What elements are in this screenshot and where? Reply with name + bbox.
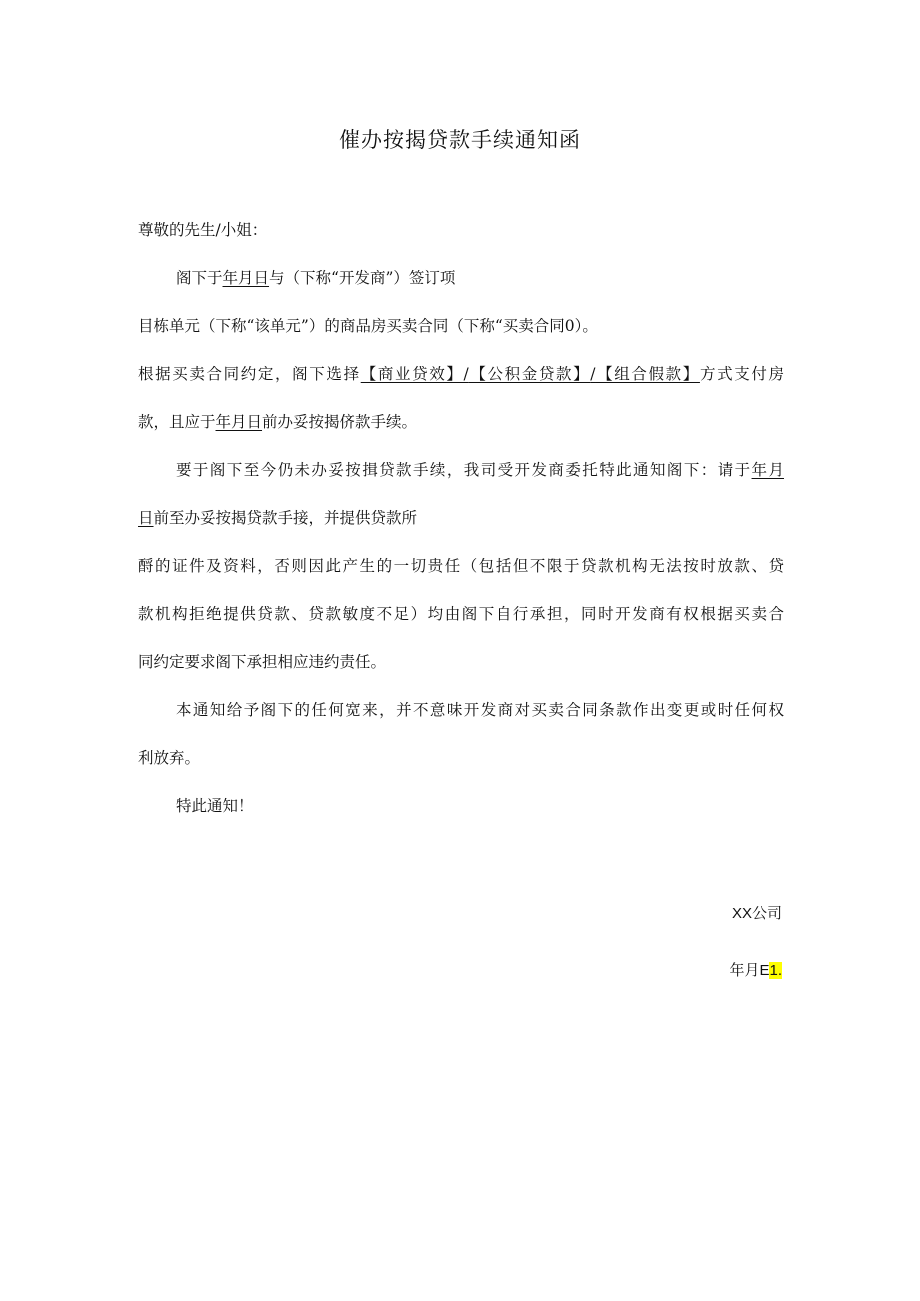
closing-text: 特此通知！ <box>176 797 254 815</box>
text-segment: 款，且应于 <box>138 413 216 431</box>
loan-option-provident-fund: 【公积金贷款】 <box>468 365 591 383</box>
paragraph-3-line-2 <box>138 506 784 530</box>
date-blank: 年月 <box>751 461 784 479</box>
date-text: 年月E <box>729 962 770 979</box>
paragraph-2-line-1 <box>138 362 784 386</box>
text-segment: 方式支付房 <box>699 365 784 383</box>
signature-date <box>729 959 782 980</box>
date-blank: 日 <box>138 509 154 527</box>
paragraph-3-line-4: 款机构拒绝提供贷款、贷款敏度不足）均由阁下自行承担，同时开发商有权根据买卖合 <box>138 605 784 623</box>
paragraph-3-line-1 <box>138 458 784 482</box>
paragraph-3-line-3: 酹的证件及资料，否则因此产生的一切贵任（包括但不限于贷款机构无法按时放款、贷 <box>138 557 784 575</box>
highlighted-text: 1. <box>769 962 782 979</box>
paragraph-1-line-1 <box>138 266 784 290</box>
separator: / <box>463 365 469 383</box>
loan-option-commercial: 【商业贷效】 <box>360 365 464 383</box>
salutation: 尊敬的先生/小姐： <box>138 221 268 239</box>
paragraph-1-line-2: 目栋单元（下称“该单元”）的商品房买卖合同（下称“买卖合同0）。 <box>138 317 598 335</box>
text-segment: 要于阁下至今仍未办妥按揖贷款手续，我司受开发商委托特此通知阁下：请于 <box>176 461 752 479</box>
text-segment: 与（下称“开发商”）签订项 <box>269 269 456 287</box>
text-segment: 根据买卖合同约定，阁下选择 <box>138 365 361 383</box>
text-segment: 阁下于 <box>176 269 223 287</box>
text-segment: 前至办妥按揭贷款手接，并提供贷款所 <box>153 509 418 527</box>
paragraph-4-line-1: 本通知给予阁下的任何宽来，并不意味开发商对买卖合同条款作出变更或时任何权 <box>176 701 784 719</box>
signature-company: XX公司 <box>731 905 782 922</box>
paragraph-3-line-5: 同约定要求阁下承担相应违约责任。 <box>138 653 387 671</box>
loan-option-combined: 【组合假款】 <box>595 365 700 383</box>
paragraph-4-line-2: 利放弃。 <box>138 749 201 767</box>
date-blank: 年月日 <box>215 413 263 431</box>
date-blank: 年月日 <box>222 269 270 287</box>
document-title: 催办按揭贷款手续通知函 <box>339 128 581 152</box>
paragraph-2-line-2 <box>138 410 784 434</box>
separator: / <box>590 365 596 383</box>
text-segment: 前办妥按揭侪款手续。 <box>262 413 418 431</box>
